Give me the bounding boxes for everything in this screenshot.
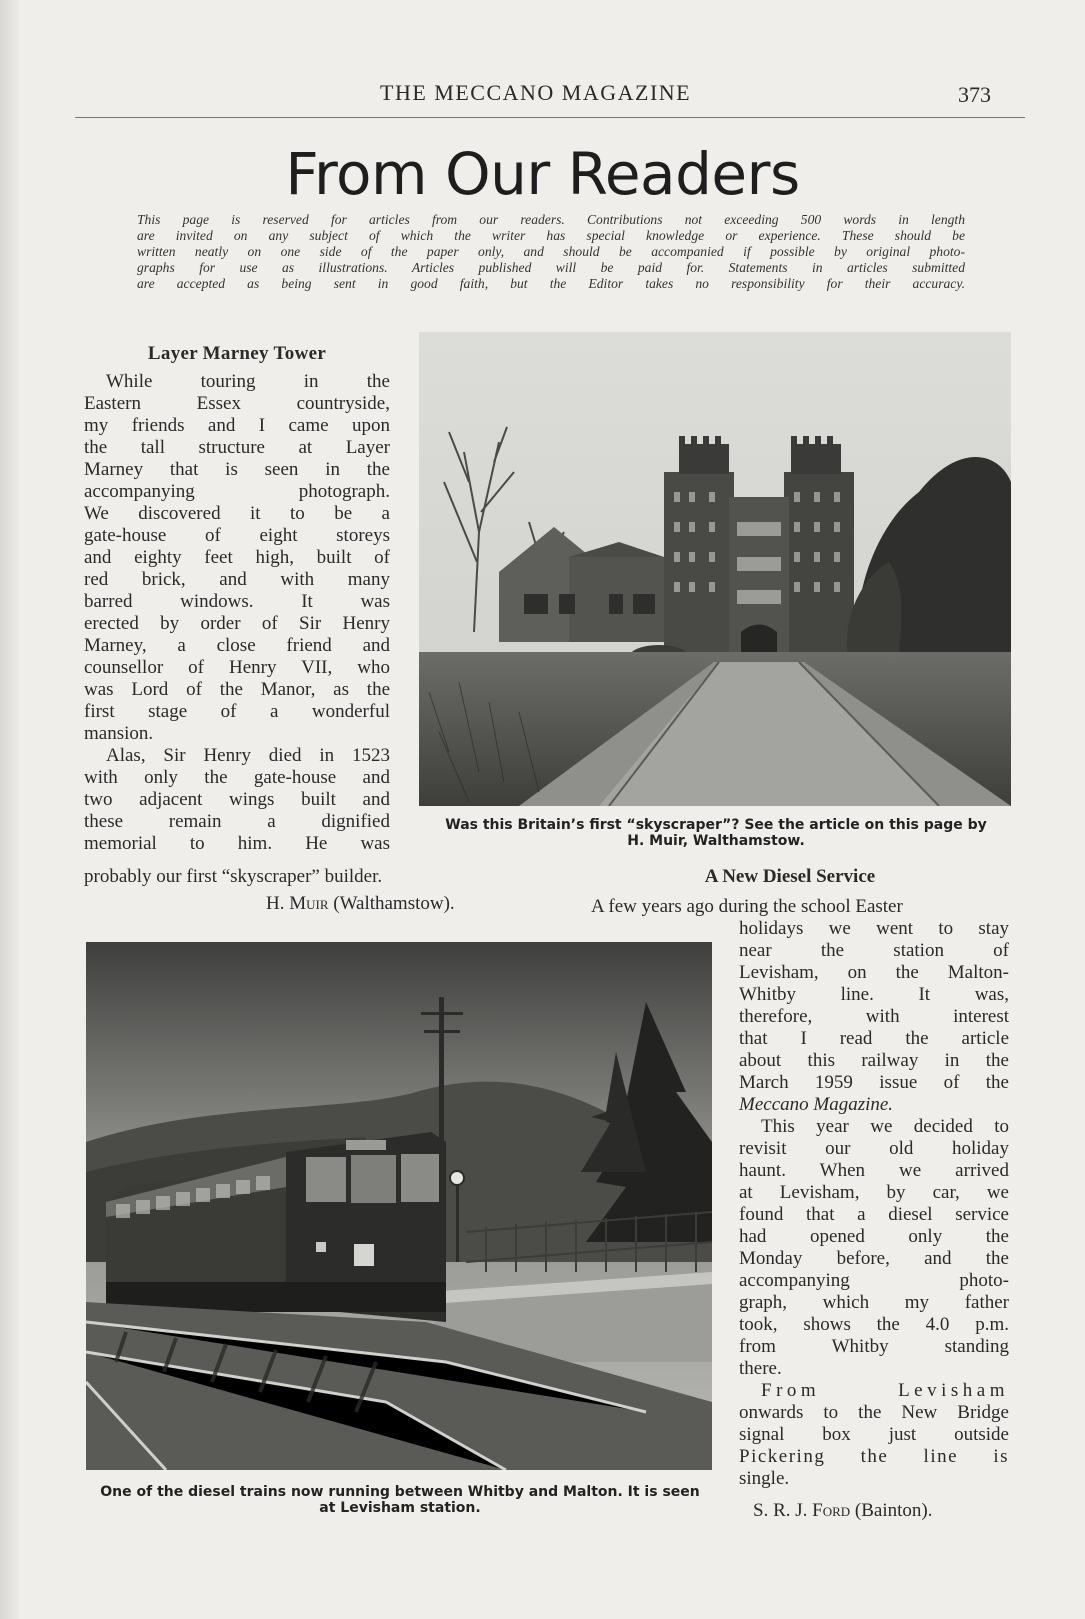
text-line: two adjacent wings built and	[84, 789, 390, 810]
text-line: accompanying photo-	[739, 1270, 1009, 1291]
intro-line: are accepted as being sent in good faith, but the Editor takes no responsibility for their accuracy.	[137, 276, 965, 291]
caption-line: H. Muir, Walthamstow.	[627, 833, 805, 849]
page-number: 373	[958, 82, 991, 107]
text-line: therefore, with interest	[739, 1006, 1009, 1027]
article-diesel-service	[739, 918, 1009, 1490]
text-line: graph, which my father	[739, 1292, 1009, 1313]
caption-line: at Levisham station.	[319, 1500, 481, 1516]
photo2-caption	[84, 1484, 716, 1516]
text-line: first stage of a wonderful	[84, 701, 390, 722]
text-line: Marney that is seen in the	[84, 459, 390, 480]
text-line: A few years ago during the school Easter	[591, 896, 903, 917]
text-line: memorial to him. He was	[84, 833, 390, 854]
author-name: S. R. J. Ford	[753, 1500, 851, 1521]
text-line: at Levisham, by car, we	[739, 1182, 1009, 1203]
text-line: accompanying photograph.	[84, 481, 390, 502]
header-rule	[75, 117, 1025, 118]
article-layer-marney	[84, 343, 390, 855]
intro-line: graphs for use as illustrations. Articles published will be paid for. Statements in articles submitted	[137, 260, 965, 275]
text-line: This year we decided to	[761, 1116, 1009, 1137]
text-line: there.	[739, 1358, 782, 1379]
text-line: red brick, and with many	[84, 569, 390, 590]
text-line: these remain a dignified	[84, 811, 390, 832]
text-line: probably our first “skyscraper” builder.	[84, 866, 383, 887]
text-line: Whitby line. It was,	[739, 984, 1009, 1005]
text-line: onwards to the New Bridge	[739, 1402, 1009, 1423]
text-line: signal box just outside	[739, 1424, 1009, 1445]
text-line: Alas, Sir Henry died in 1523	[106, 745, 390, 766]
author-place: (Bainton).	[854, 1500, 933, 1521]
text-line: my friends and I came upon	[84, 415, 390, 436]
intro-line: written neatly on one side of the paper only, and should be accompanied if possible by original photo-	[137, 244, 965, 259]
article-title: Layer Marney Tower	[147, 343, 327, 364]
text-line: Monday before, and the	[739, 1248, 1009, 1269]
text-line: the tall structure at Layer	[84, 437, 390, 458]
train-photograph	[86, 942, 712, 1470]
text-line: took, shows the 4.0 p.m.	[739, 1314, 1009, 1335]
text-line: that I read the article	[739, 1028, 1009, 1049]
text-line: had opened only the	[739, 1226, 1009, 1247]
intro-line: This page is reserved for articles from our readers. Contributions not exceeding 500 words in length	[137, 212, 965, 227]
text-line: Eastern Essex countryside,	[84, 393, 390, 414]
text-line: about this railway in the	[739, 1050, 1009, 1071]
text-line: barred windows. It was	[84, 591, 390, 612]
text-line: was Lord of the Manor, as the	[84, 679, 390, 700]
text-line: gate-house of eight storeys	[84, 525, 390, 546]
text-line: March 1959 issue of the	[739, 1072, 1009, 1093]
text-line: revisit our old holiday	[739, 1138, 1009, 1159]
tower-photograph	[419, 332, 1011, 806]
text-line: with only the gate-house and	[84, 767, 390, 788]
photo-diesel-train	[86, 942, 712, 1470]
article-body	[739, 918, 1009, 1490]
text-line: erected by order of Sir Henry	[84, 613, 390, 634]
page-headline: From Our Readers	[285, 140, 800, 208]
magazine-title: THE MECCANO MAGAZINE	[380, 80, 692, 105]
text-line: From Levisham	[761, 1380, 1009, 1401]
text-line: While touring in the	[106, 371, 390, 392]
intro-paragraph	[137, 212, 965, 292]
text-line: We discovered it to be a	[84, 503, 390, 524]
intro-line: are invited on any subject of which the writer has special knowledge or experience. These should be	[137, 228, 965, 243]
text-line: and eighty feet high, built of	[84, 547, 390, 568]
caption-line: Was this Britain’s first “skyscraper”? See the article on this page by	[445, 817, 987, 833]
article-title: A New Diesel Service	[704, 866, 876, 887]
text-line: from Whitby standing	[739, 1336, 1009, 1357]
caption-line: One of the diesel trains now running between Whitby and Malton. It is seen	[100, 1484, 700, 1500]
text-line: Levisham, on the Malton-	[739, 962, 1009, 983]
author-signature	[753, 1500, 932, 1522]
text-line: single.	[739, 1468, 790, 1489]
text-line: counsellor of Henry VII, who	[84, 657, 390, 678]
photo1-caption	[412, 817, 1020, 849]
author-place: (Walthamstow).	[333, 893, 455, 914]
text-line: Pickering the line is	[739, 1446, 1009, 1467]
author-name: H. Muir	[266, 893, 329, 914]
article-body	[84, 371, 390, 855]
text-line: Meccano Magazine.	[739, 1094, 894, 1115]
running-head	[75, 80, 1025, 108]
author-signature	[266, 893, 455, 915]
text-line: found that a diesel service	[739, 1204, 1009, 1225]
text-line: near the station of	[739, 940, 1009, 961]
text-line: haunt. When we arrived	[739, 1160, 1009, 1181]
text-line: holidays we went to stay	[739, 918, 1009, 939]
photo-layer-marney-tower	[419, 332, 1011, 806]
text-line: Marney, a close friend and	[84, 635, 390, 656]
page-spine-shadow	[0, 0, 20, 1619]
text-line: mansion.	[84, 723, 154, 744]
